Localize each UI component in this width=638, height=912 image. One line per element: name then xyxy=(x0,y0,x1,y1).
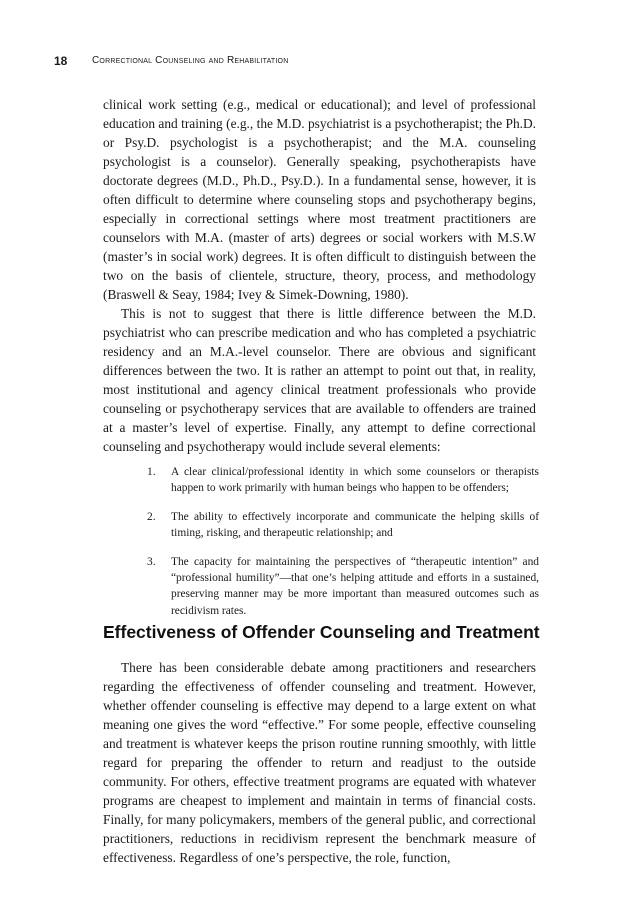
list-item xyxy=(147,554,539,620)
page-number: 18 xyxy=(54,54,68,68)
running-head: Correctional Counseling and Rehabilitation xyxy=(92,55,289,66)
paragraph-continued: clinical work setting (e.g., medical or educational); and level of professional education and training (e.g., the M.D. psychiatrist is a psychotherapist; the Ph.D. or Psy.D. psychologist is a psychotherapist; and the M.A. counseling psychologist is a counselor). Generally speaking, psychotherapists have doctorate degrees (M.D., Ph.D., Psy.D.). In a fundamental sense, however, it is often difficult to determine where counseling stops and psychotherapy begins, especially in correctional settings where most treatment practitioners are counselors with M.A. (master of arts) degrees or social workers with M.S.W (master’s in social work) degrees. It is often difficult to distinguish between the two on the basis of clientele, structure, theory, process, and methodology (Braswell & Seay, 1984; Ivey & Simek-Downing, 1980). xyxy=(103,97,536,302)
list-item xyxy=(147,509,539,542)
section-heading: Effectiveness of Offender Counseling and Treatment xyxy=(103,622,540,642)
list-item-number: 3. xyxy=(147,555,156,568)
paragraph-elements-intro: This is not to suggest that there is little difference between the M.D. psychiatrist who can prescribe medication and who has completed a psychiatric residency and an M.A.-level counselor. There are obvious and significant differences between the two. It is rather an attempt to point out that, in reality, most institutional and agency clinical treatment professionals who provide counseling or psychotherapy services that are available to offenders are trained at a master’s level of expertise. Finally, any attempt to define correctional counseling and psychotherapy would include several elements: xyxy=(103,306,536,454)
list-item-number: 2. xyxy=(147,510,156,523)
list-item xyxy=(147,464,539,497)
list-item-text: The capacity for maintaining the perspectives of “therapeutic intention” and “professional humility”—that one’s helping attitude and efforts in a sustained, preserving manner may be more important than measured outcomes such as recidivism rates. xyxy=(171,555,539,617)
section-body xyxy=(103,658,536,867)
body-text xyxy=(103,95,539,631)
list-item-text: A clear clinical/professional identity in which some counselors or therapists happen to work primarily with human beings who happen to be offenders; xyxy=(171,466,539,495)
elements-list xyxy=(147,464,539,619)
section-paragraph: There has been considerable debate among practitioners and researchers regarding the effectiveness of offender counseling and treatment. However, whether offender counseling is effective may depend to a large extent on what meaning one gives the word “effective.” For some people, effective counseling and treatment is whatever keeps the prison routine running smoothly, with little regard for preparing the offender to return and readjust to the outside community. For others, effective treatment programs are equated with whatever programs are cheapest to implement and maintain in terms of financial costs. Finally, for many policymakers, members of the general public, and correctional practitioners, reductions in recidivism represent the benchmark measure of effectiveness. Regardless of one’s perspective, the role, function, xyxy=(103,660,536,865)
page-header xyxy=(54,54,574,70)
list-item-number: 1. xyxy=(147,466,156,478)
list-item-text: The ability to effectively incorporate and communicate the helping skills of timing, risking, and therapeutic relationship; and xyxy=(171,510,539,540)
